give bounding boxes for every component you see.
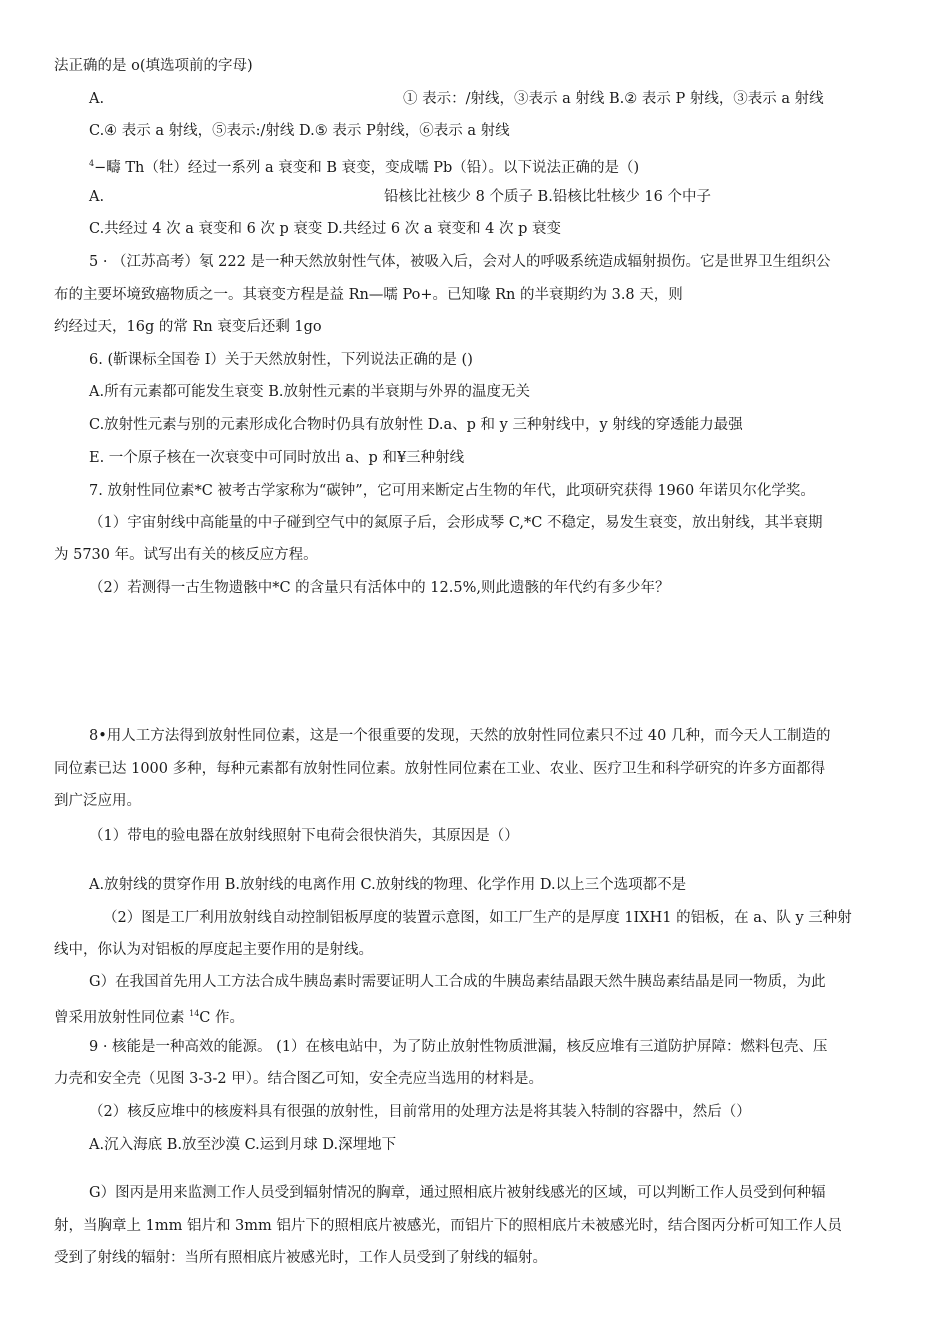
text-line: A.所有元素都可能发生衰变 B.放射性元素的半衰期与外界的温度无关 (89, 384, 530, 400)
text-line: 铅核比社核少 8 个质子 B.铅核比牡核少 16 个中子 (384, 189, 711, 205)
question-8-line: 8•用人工方法得到放射性同位素，这是一个很重要的发现，天然的放射性同位素只不过 40 几种，而今天人工制造的 (89, 728, 831, 744)
question-4-text: −疇 Th（牡）经过一系列 a 衰变和 B 衰变，变成嚅 Pb（铅）。以下说法正确的是（) (94, 159, 640, 176)
text-line: （1）宇宙射线中高能量的中子碰到空气中的氮原子后，会形成琴 C,*C 不稳定，易发生衰变，放出射线，其半衰期 (89, 515, 823, 531)
text-fragment: 曾采用放射性同位素 (54, 1009, 185, 1026)
text-line: G）在我国首先用人工方法合成牛胰岛素时需要证明人工合成的牛胰岛素结晶跟天然牛胰岛素结晶是同一物质，为此 (89, 974, 826, 990)
text-line: 约经过天，16g 的常 Rn 衰变后还剩 1go (54, 319, 322, 335)
text-line-isotope (54, 1004, 244, 1028)
text-line: 布的主要坏境致癌物质之一。其衰变方程是益 Rn—嚅 Po+。已知喙 Rn 的半衰期约为 3.8 天，则 (54, 287, 683, 303)
text-line: C.共经过 4 次 a 衰变和 6 次 p 衰变 D.共经过 6 次 a 衰变和 4 次 p 衰变 (89, 221, 562, 237)
text-line: 到广泛应用。 (54, 793, 141, 809)
text-line: （2）图是工厂利用放射线自动控制铝板厚度的装置示意图，如工厂生产的是厚度 1IXH1 的铝板，在 a、队 y 三种射 (103, 910, 852, 926)
text-line: A.沉入海底 B.放至沙漠 C.运到月球 D.深埋地下 (89, 1137, 397, 1153)
option-label: A. (89, 189, 105, 205)
superscript: 14 (189, 1009, 200, 1018)
text-line: （1）带电的验电器在放射线照射下电荷会很快消失，其原因是（） (89, 828, 519, 844)
question-5-line: 5 · （江苏高考）氡 222 是一种天然放射性气体，被吸入后，会对人的呼吸系统造成辐射损伤。它是世界卫生组织公 (89, 254, 831, 270)
text-fragment: C 作。 (199, 1009, 245, 1026)
option-label: A. (89, 91, 105, 107)
text-line: 受到了射线的辐射：当所有照相底片被感光时，工作人员受到了射线的辐射。 (54, 1250, 547, 1266)
text-line: A.放射线的贯穿作用 B.放射线的电离作用 C.放射线的物理、化学作用 D.以上三个选项都不是 (89, 877, 687, 893)
text-line: C.放射性元素与别的元素形成化合物时仍具有放射性 D.a、p 和 y 三种射线中，y 射线的穿透能力最强 (89, 417, 743, 433)
text-line: G）图丙是用来监测工作人员受到辐射情况的胸章，通过照相底片被射线感光的区域，可以判断工作人员受到何种辐 (89, 1185, 826, 1201)
text-line: 线中，你认为对铝板的厚度起主要作用的是射线。 (54, 942, 373, 958)
text-line: C.④ 表示 a 射线，⑤表示:/射线 D.⑤ 表示 P射线，⑥表示 a 射线 (89, 123, 510, 139)
question-4-line (89, 154, 639, 178)
text-line: （2）若测得一古生物遗骸中*C 的含量只有活体中的 12.5%,则此遗骸的年代约有多少年？ (89, 580, 670, 596)
question-7-line: 7. 放射性同位素*C 被考古学家称为“碳钟”，它可用来断定占生物的年代，此项研究获得 1960 年诺贝尔化学奖。 (89, 483, 815, 499)
text-line: 法正确的是 o(填选项前的字母) (54, 58, 253, 74)
question-6-line: 6. (靳课标全国卷 I）关于天然放射性，下列说法正确的是 () (89, 352, 473, 368)
text-line: ① 表示：/射线，③表示 a 射线 B.② 表示 P 射线，③表示 a 射线 (403, 91, 824, 107)
text-line: 同位素已达 1000 多种，每种元素都有放射性同位素。放射性同位素在工业、农业、医疗卫生和科学研究的许多方面都得 (54, 761, 826, 777)
text-line: 为 5730 年。试写出有关的核反应方程。 (54, 547, 318, 563)
text-line: E. 一个原子核在一次衰变中可同时放出 a、p 和¥三种射线 (89, 450, 465, 466)
question-9-line: 9 · 核能是一种高效的能源。 (1）在核电站中，为了防止放射性物质泄漏，核反应堆有三道防护屏障：燃料包壳、压 (89, 1039, 828, 1055)
text-line: 力壳和安全壳（见图 3-3-2 甲）。结合图乙可知，安全壳应当选用的材料是。 (54, 1071, 543, 1087)
text-line: （2）核反应堆中的核废料具有很强的放射性，目前常用的处理方法是将其装入特制的容器中，然后（） (89, 1104, 751, 1120)
superscript: 4 (89, 159, 95, 168)
text-line: 射，当胸章上 1mm 铝片和 3mm 铝片下的照相底片被感光，而铝片下的照相底片未被感光时，结合图丙分析可知工作人员 (54, 1218, 842, 1234)
